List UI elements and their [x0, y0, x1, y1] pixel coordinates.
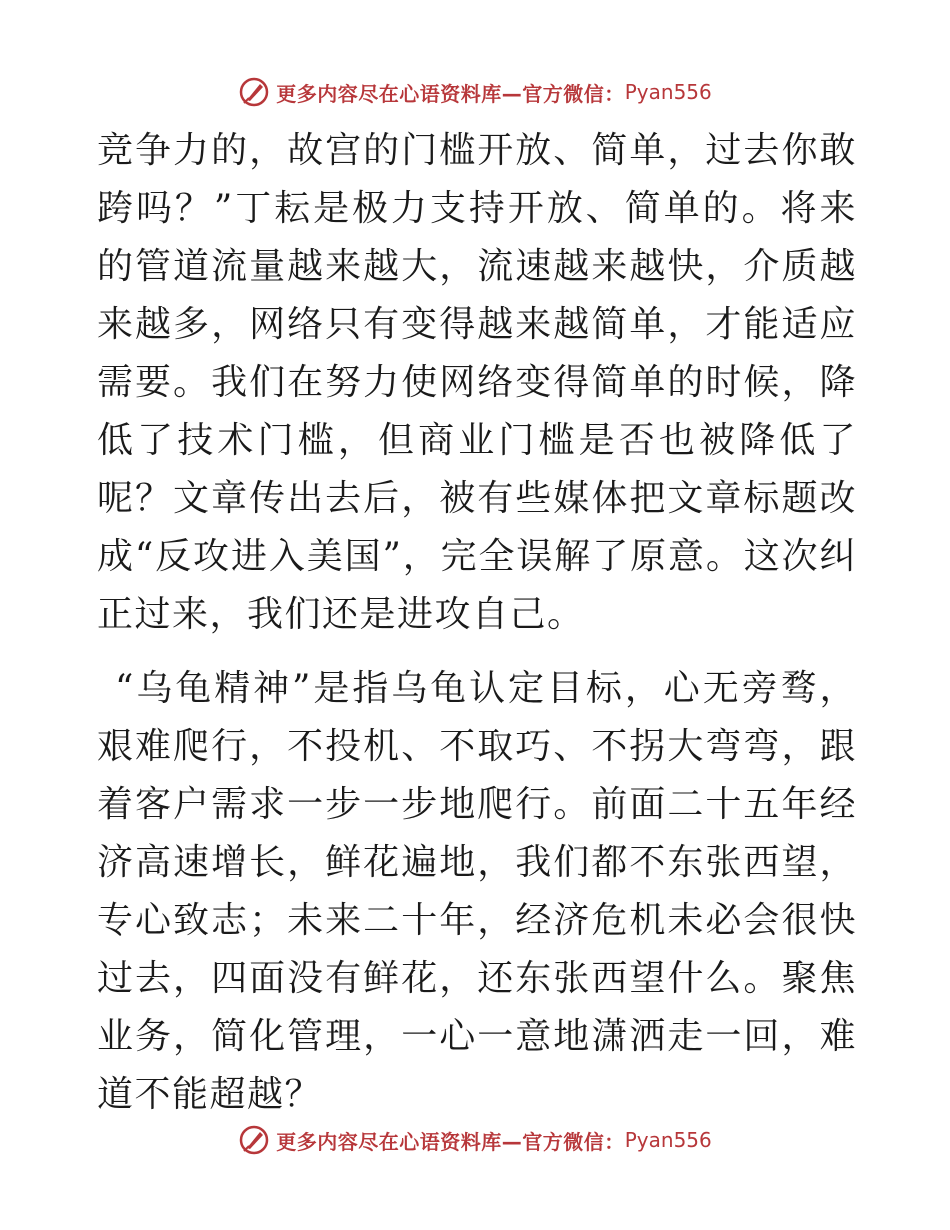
paragraph-1: 竞争力的，故宫的门槛开放、简单，过去你敢跨吗？”丁耘是极力支持开放、简单的。将来的管道流量越来越大，流速越来越快，介质越来越多，网络只有变得越来越简单，才能适应需要。我们在努力使网络变得简单的时候，降低了技术门槛，但商业门槛是否也被降低了呢？文章传出去后，被有些媒体把文章标题改成“反攻进入美国”，完全误解了原意。这次纠正过来，我们还是进攻自己。 — [97, 130, 857, 635]
paragraph-2: “乌龟精神”是指乌龟认定目标，心无旁骛，艰难爬行，不投机、不取巧、不拐大弯弯，跟着客户需求一步一步地爬行。前面二十五年经济高速增长，鲜花遍地，我们都不东张西望，专心致志；未来二十年，经济危机未必会很快过去，四面没有鲜花，还东张西望什么。聚焦业务，简化管理，一心一意地潇洒走一回，难道不能超越？ — [97, 668, 857, 1115]
header-wechat-id: Pyan556 — [624, 80, 712, 104]
footer-banner — [0, 1118, 950, 1162]
header-banner — [0, 70, 950, 114]
document-body — [97, 122, 857, 1124]
feather-pen-circle-icon — [238, 76, 270, 108]
footer-banner-text: 更多内容尽在心语资料库—官方微信： — [276, 1129, 625, 1154]
header-banner-text: 更多内容尽在心语资料库—官方微信： — [276, 81, 625, 106]
feather-pen-circle-icon — [238, 1124, 270, 1156]
footer-wechat-id: Pyan556 — [624, 1128, 712, 1152]
